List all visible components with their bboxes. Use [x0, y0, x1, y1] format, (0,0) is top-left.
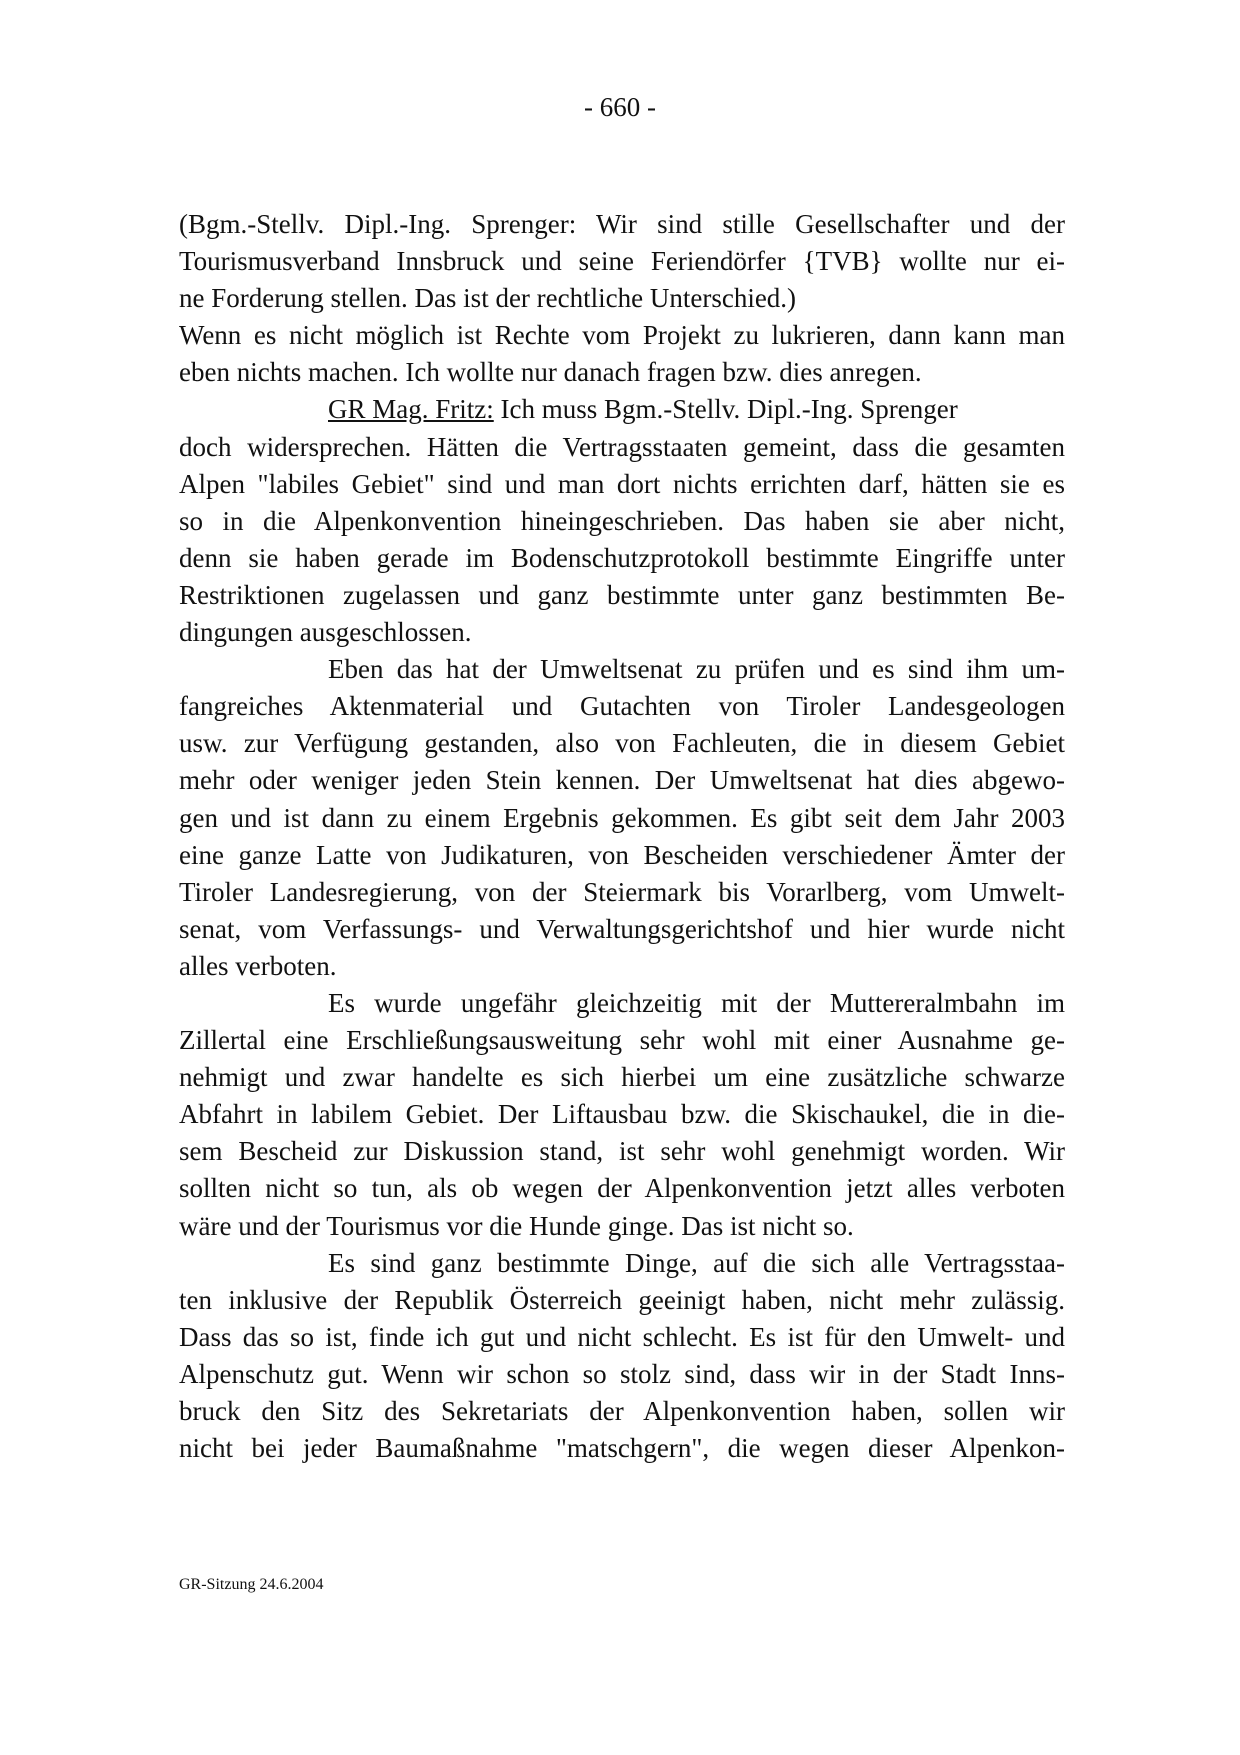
text-line: senat, vom Verfassungs- und Verwaltungsgerichtshof und hier wurde nicht [179, 913, 1065, 944]
text-line: dingungen ausgeschlossen. [179, 617, 472, 648]
text-line: usw. zur Verfügung gestanden, also von Fachleuten, die in diesem Gebiet [179, 728, 1065, 759]
text-line: alles verboten. [179, 950, 337, 981]
text-line: fangreiches Aktenmaterial und Gutachten von Tiroler Landesgeologen [179, 691, 1065, 722]
text-line: doch widersprechen. Hätten die Vertragsstaaten gemeint, dass die gesamten [179, 431, 1065, 462]
document-body [179, 206, 1065, 1467]
text-line: Tiroler Landesregierung, von der Steiermark bis Vorarlberg, vom Umwelt- [179, 876, 1065, 907]
text-line: Es sind ganz bestimmte Dinge, auf die sich alle Vertragsstaa- [328, 1247, 1065, 1278]
text-line: (Bgm.-Stellv. Dipl.-Ing. Sprenger: Wir sind stille Gesellschafter und der [179, 209, 1065, 239]
text-line: gen und ist dann zu einem Ergebnis gekommen. Es gibt seit dem Jahr 2003 [179, 802, 1065, 833]
text-line: eine ganze Latte von Judikaturen, von Bescheiden verschiedener Ämter der [179, 839, 1065, 870]
text-line: so in die Alpenkonvention hineingeschrieben. Das haben sie aber nicht, [179, 505, 1065, 536]
text-line: Dass das so ist, finde ich gut und nicht schlecht. Es ist für den Umwelt- und [179, 1321, 1065, 1352]
text-line: Abfahrt in labilem Gebiet. Der Liftausbau bzw. die Skischaukel, die in die- [179, 1099, 1065, 1130]
text-line: Alpen "labiles Gebiet" sind und man dort nichts errichten darf, hätten sie es [179, 468, 1065, 499]
text-line: Tourismusverband Innsbruck und seine Feriendörfer {TVB} wollte nur ei- [179, 246, 1065, 277]
text-line: denn sie haben gerade im Bodenschutzprotokoll bestimmte Eingriffe unter [179, 542, 1065, 573]
text-line: Restriktionen zugelassen und ganz bestimmte unter ganz bestimmten Be- [179, 579, 1065, 610]
speaker-line [179, 391, 1065, 428]
text-line: wäre und der Tourismus vor die Hunde ginge. Das ist nicht so. [179, 1210, 854, 1241]
text-line: Eben das hat der Umweltsenat zu prüfen und es sind ihm um- [328, 654, 1065, 685]
footer-session-date: GR-Sitzung 24.6.2004 [179, 1576, 324, 1593]
text-line: Es wurde ungefähr gleichzeitig mit der Muttereralmbahn im [328, 987, 1065, 1018]
text-line: eben nichts machen. Ich wollte nur danach fragen bzw. dies anregen. [179, 357, 922, 388]
speaker-name: GR Mag. Fritz: [328, 394, 494, 425]
text-line: Wenn es nicht möglich ist Rechte vom Projekt zu lukrieren, dann kann man [179, 320, 1065, 351]
text-line: bruck den Sitz des Sekretariats der Alpenkonvention haben, sollen wir [179, 1396, 1065, 1426]
text-line: mehr oder weniger jeden Stein kennen. Der Umweltsenat hat dies abgewo- [179, 765, 1065, 796]
text-line: sem Bescheid zur Diskussion stand, ist sehr wohl genehmigt worden. Wir [179, 1136, 1065, 1167]
text-line: ne Forderung stellen. Das ist der rechtliche Unterschied.) [179, 283, 797, 314]
text-line: nicht bei jeder Baumaßnahme "matschgern", die wegen dieser Alpenkon- [179, 1433, 1065, 1464]
page-number: - 660 - [584, 92, 656, 122]
text-line: Ich muss Bgm.-Stellv. Dipl.-Ing. Sprenger [500, 394, 958, 425]
text-line: Zillertal eine Erschließungsausweitung sehr wohl mit einer Ausnahme ge- [179, 1025, 1065, 1056]
text-line: ten inklusive der Republik Österreich geeinigt haben, nicht mehr zulässig. [179, 1284, 1065, 1315]
text-line: sollten nicht so tun, als ob wegen der Alpenkonvention jetzt alles verboten [179, 1173, 1065, 1204]
text-line: nehmigt und zwar handelte es sich hierbei um eine zusätzliche schwarze [179, 1062, 1065, 1093]
text-line: Alpenschutz gut. Wenn wir schon so stolz sind, dass wir in der Stadt Inns- [179, 1358, 1065, 1389]
